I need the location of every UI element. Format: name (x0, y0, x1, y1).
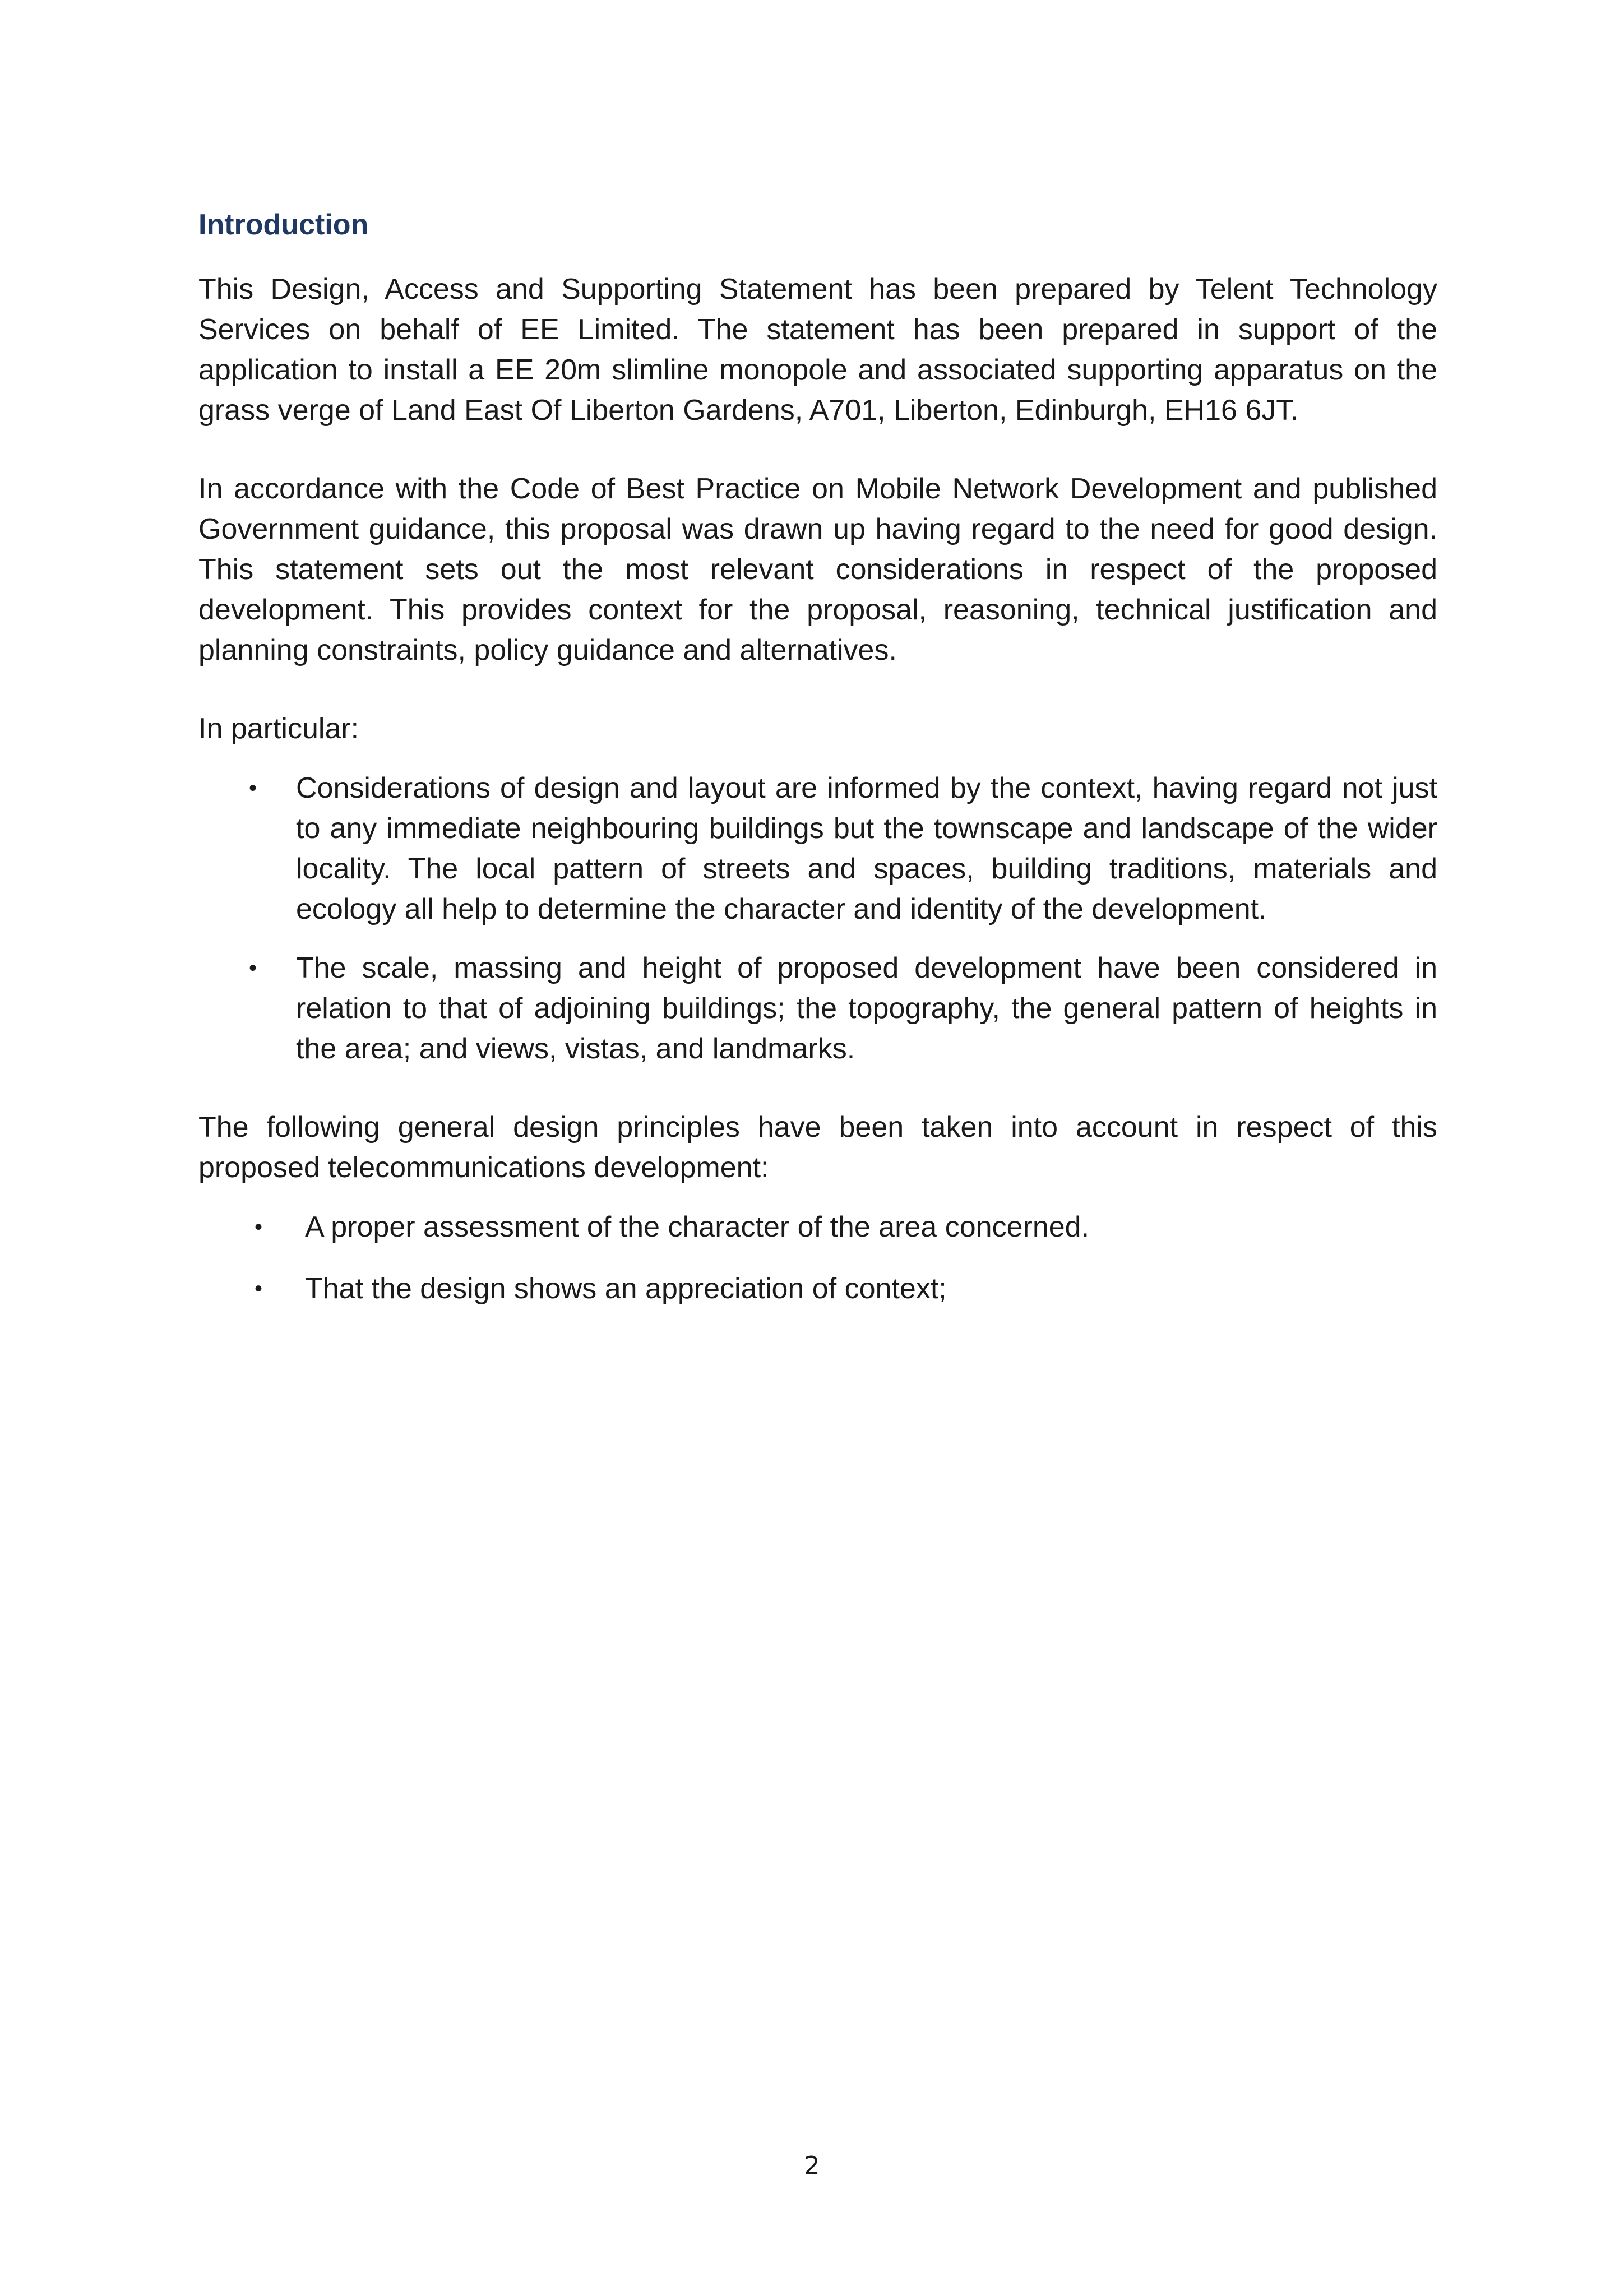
page-number: 2 (804, 2151, 820, 2180)
list-item-text: Considerations of design and layout are informed by the context, having regard not just to any immediate neighbouring buildings but the townscape and landscape of the wider locality. The local pattern of streets and spaces, building traditions, materials and ecology all help to determine the character and identity of the development. (296, 772, 1437, 926)
list-item-text: A proper assessment of the character of the area concerned. (305, 1211, 1090, 1244)
page-content (198, 207, 1437, 1347)
list-item (198, 768, 1437, 929)
list-item (198, 1207, 1437, 1247)
guidance-paragraph: In accordance with the Code of Best Practice on Mobile Network Development and published Government guidance, this proposal was drawn up having regard to the need for good design. This statement sets out the most relevant considerations in respect of the proposed development. This provides context for the proposal, reasoning, technical justification and planning constraints, policy guidance and alternatives. (198, 473, 1437, 667)
bullet-icon: • (249, 956, 257, 981)
list-item-text: The scale, massing and height of proposed development have been considered in relation to that of adjoining buildings; the topography, the general pattern of heights in the area; and views, vistas, and landmarks. (296, 952, 1437, 1066)
particular-bullet-list (198, 768, 1437, 1069)
principles-bullet-list (198, 1207, 1437, 1309)
in-particular-label: In particular: (198, 712, 359, 746)
list-item (198, 948, 1437, 1069)
list-item (198, 1269, 1437, 1309)
bullet-icon: • (255, 1276, 263, 1302)
bullet-icon: • (249, 776, 257, 801)
bullet-icon: • (255, 1215, 263, 1240)
principles-paragraph: The following general design principles have been taken into account in respect of this proposed telecommunications development: (198, 1111, 1437, 1184)
list-item-text: That the design shows an appreciation of context; (305, 1272, 947, 1306)
intro-paragraph: This Design, Access and Supporting Statement has been prepared by Telent Technology Services on behalf of EE Limited. The statement has been prepared in support of the application to install a EE 20m slimline monopole and associated supporting apparatus on the grass verge of Land East Of Liberton Gardens, A701, Liberton, Edinburgh, EH16 6JT. (198, 273, 1437, 427)
section-heading: Introduction (198, 209, 369, 241)
